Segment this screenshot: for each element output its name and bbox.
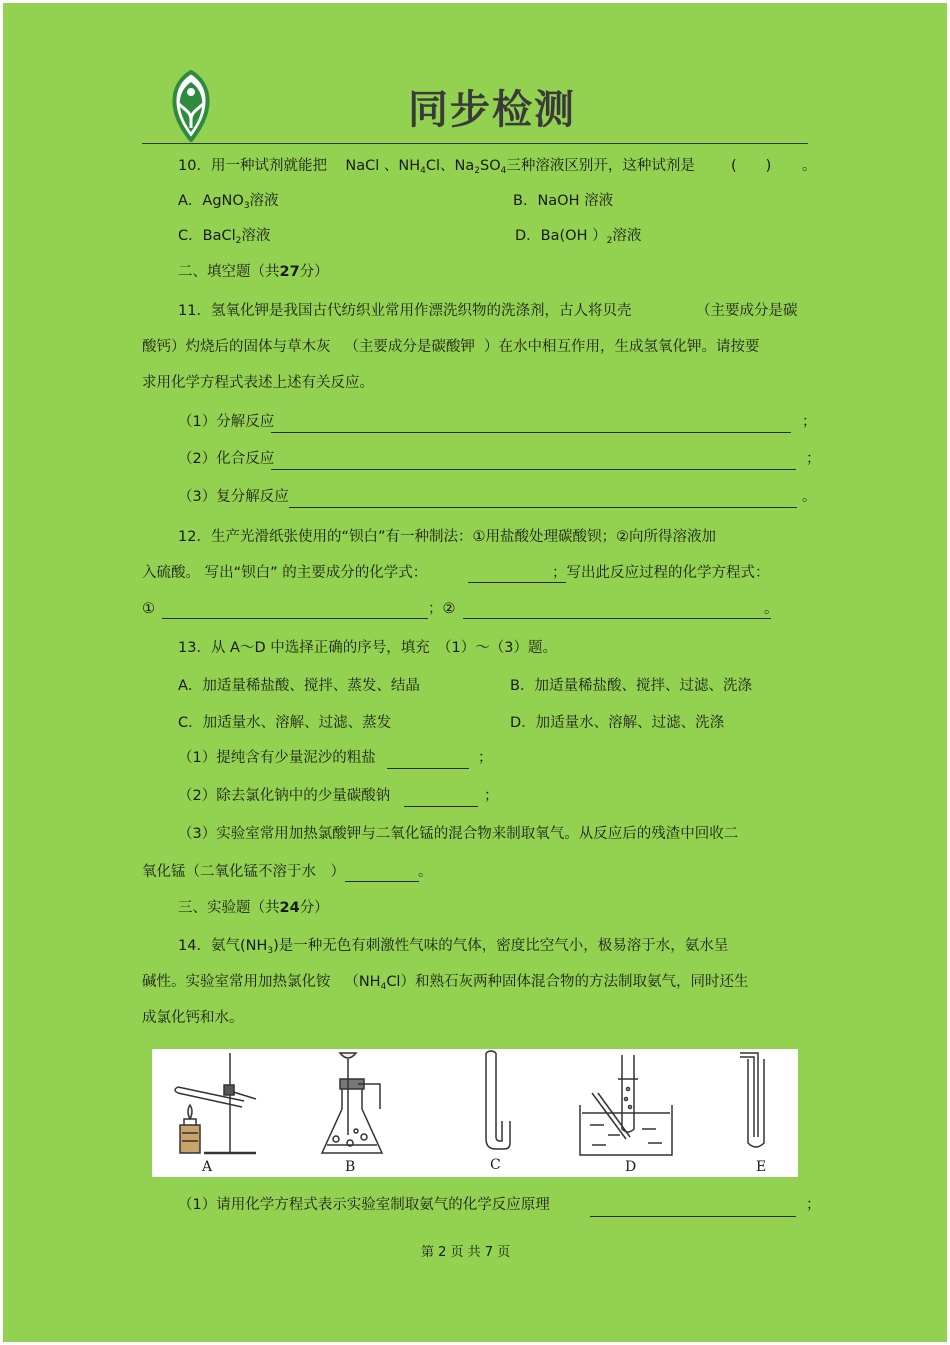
q10-option-c: C．BaCl$_2$溶液 <box>178 228 271 246</box>
figure-label-c: C <box>490 1157 501 1173</box>
q10-option-b: B．NaOH 溶液 <box>513 193 614 209</box>
q13-part3-blank[interactable] <box>345 881 419 882</box>
q14-line2: 碱性。实验室常用加热氯化铵 $(NH_4Cl)$和熟石灰两种固体混合物的方法制取氨气，同时还生 <box>142 974 749 992</box>
apparatus-d-water-trough <box>580 1055 672 1155</box>
q11-line1-end: （主要成分是碳 <box>696 303 798 319</box>
q13-part1-label: （1）提纯含有少量泥沙的粗盐 <box>178 750 376 766</box>
q11-part1-label: （1）分解反应 <box>178 414 275 430</box>
figure-label-e: E <box>756 1159 767 1175</box>
apparatus-e-test-tube <box>740 1053 764 1147</box>
q11-part3-label: （3）复分解反应 <box>178 489 289 505</box>
apparatus-c-u-tube <box>486 1051 510 1149</box>
apparatus-drawing <box>152 1049 798 1177</box>
q14-part1-end: ； <box>806 1197 821 1213</box>
q11-part2-blank[interactable] <box>271 469 796 470</box>
q13-part2-end: ； <box>484 788 499 804</box>
page-number: 第 2 页 共 7 页 <box>421 1245 511 1260</box>
figure-label-a: A <box>202 1159 213 1175</box>
q11-part3-blank[interactable] <box>289 507 797 508</box>
section-fill-in-heading: 二、填空题（共27分） <box>178 264 329 280</box>
q11-line2: 酸钙）灼烧后的固体与草木灰 （主要成分是碳酸钾 ）在水中相互作用，生成氢氧化钾。请按要 <box>142 339 760 355</box>
q12-eq1-blank[interactable] <box>162 618 428 619</box>
q12-eq2-blank[interactable] <box>463 618 771 619</box>
q10-stem: 10．用一种试剂就能把 NaCl 、$NH_4Cl$、$Na_2SO_4$三种溶液区别开，这种试剂是 <box>178 158 695 176</box>
q12-end: 。 <box>764 601 779 617</box>
q12-line1: 12．生产光滑纸张使用的“钡白”有一种制法：①用盐酸处理碳酸钡；②向所得溶液加 <box>178 529 716 545</box>
apparatus-b-flask <box>322 1053 382 1153</box>
q13-part2-label: （2）除去氯化钠中的少量碳酸钠 <box>178 788 391 804</box>
q11-line1: 11．氢氧化钾是我国古代纺织业常用作漂洗织物的洗涤剂，古人将贝壳 <box>178 303 632 319</box>
q12-line2b: ；写出此反应过程的化学方程式： <box>552 565 770 581</box>
q12-eq2-marker: ；② <box>428 601 456 617</box>
q13-part3-end: 。 <box>418 864 433 880</box>
apparatus-figure <box>152 1049 798 1177</box>
figure-label-b: B <box>345 1159 356 1175</box>
q14-part1-label: （1）请用化学方程式表示实验室制取氨气的化学反应原理 <box>178 1197 550 1213</box>
q13-stem: 13．从 A～D 中选择正确的序号，填充 （1）～（3）题。 <box>178 640 557 656</box>
q13-option-a: A．加适量稀盐酸、搅拌、蒸发、结晶 <box>178 678 420 694</box>
section-experiment-heading: 三、实验题（共24分） <box>178 900 329 916</box>
q10-option-d: D．Ba(OH ）$_2$溶液 <box>515 228 642 246</box>
q12-eq1-marker: ① <box>142 601 155 617</box>
q11-line3: 求用化学方程式表述上述有关反应。 <box>142 375 374 391</box>
q10-end: 。 <box>802 158 817 174</box>
q13-part3-line2: 氧化锰（二氧化锰不溶于水 ） <box>142 864 345 880</box>
q13-option-c: C．加适量水、溶解、过滤、蒸发 <box>178 715 392 731</box>
q11-part2-end: ； <box>806 451 821 467</box>
q10-answer-paren: ( ) <box>731 158 772 174</box>
q11-part1-end: ； <box>802 414 817 430</box>
header-divider <box>142 143 808 144</box>
q13-option-d: D．加适量水、溶解、过滤、洗涤 <box>510 715 725 731</box>
q14-part1-blank[interactable] <box>590 1216 796 1217</box>
q13-option-b: B．加适量稀盐酸、搅拌、过滤、洗涤 <box>510 678 752 694</box>
q11-part3-end: 。 <box>802 489 817 505</box>
q13-part1-blank[interactable] <box>387 768 469 769</box>
q14-line1: 14．氨气$(NH_3)$是一种无色有刺激性气味的气体，密度比空气小，极易溶于水，氨水呈 <box>178 938 729 956</box>
q13-part2-blank[interactable] <box>404 806 478 807</box>
q12-formula-blank[interactable] <box>468 582 566 583</box>
page-title: 同步检测 <box>408 87 576 133</box>
q10-option-a: A．AgNO$_3$溶液 <box>178 193 279 211</box>
q11-part2-label: （2）化合反应 <box>178 451 275 467</box>
q12-line2a: 入硫酸。 写出“钡白” 的主要成分的化学式： <box>142 565 428 581</box>
q13-part1-end: ； <box>478 750 493 766</box>
q14-line3: 成氯化钙和水。 <box>142 1010 244 1026</box>
figure-label-d: D <box>625 1159 637 1175</box>
q13-part3-label: （3）实验室常用加热氯酸钾与二氧化锰的混合物来制取氧气。从反应后的残渣中回收二 <box>178 826 739 842</box>
q11-part1-blank[interactable] <box>271 432 791 433</box>
apparatus-a-heating-setup <box>175 1053 256 1153</box>
leaf-logo-icon <box>165 70 217 142</box>
